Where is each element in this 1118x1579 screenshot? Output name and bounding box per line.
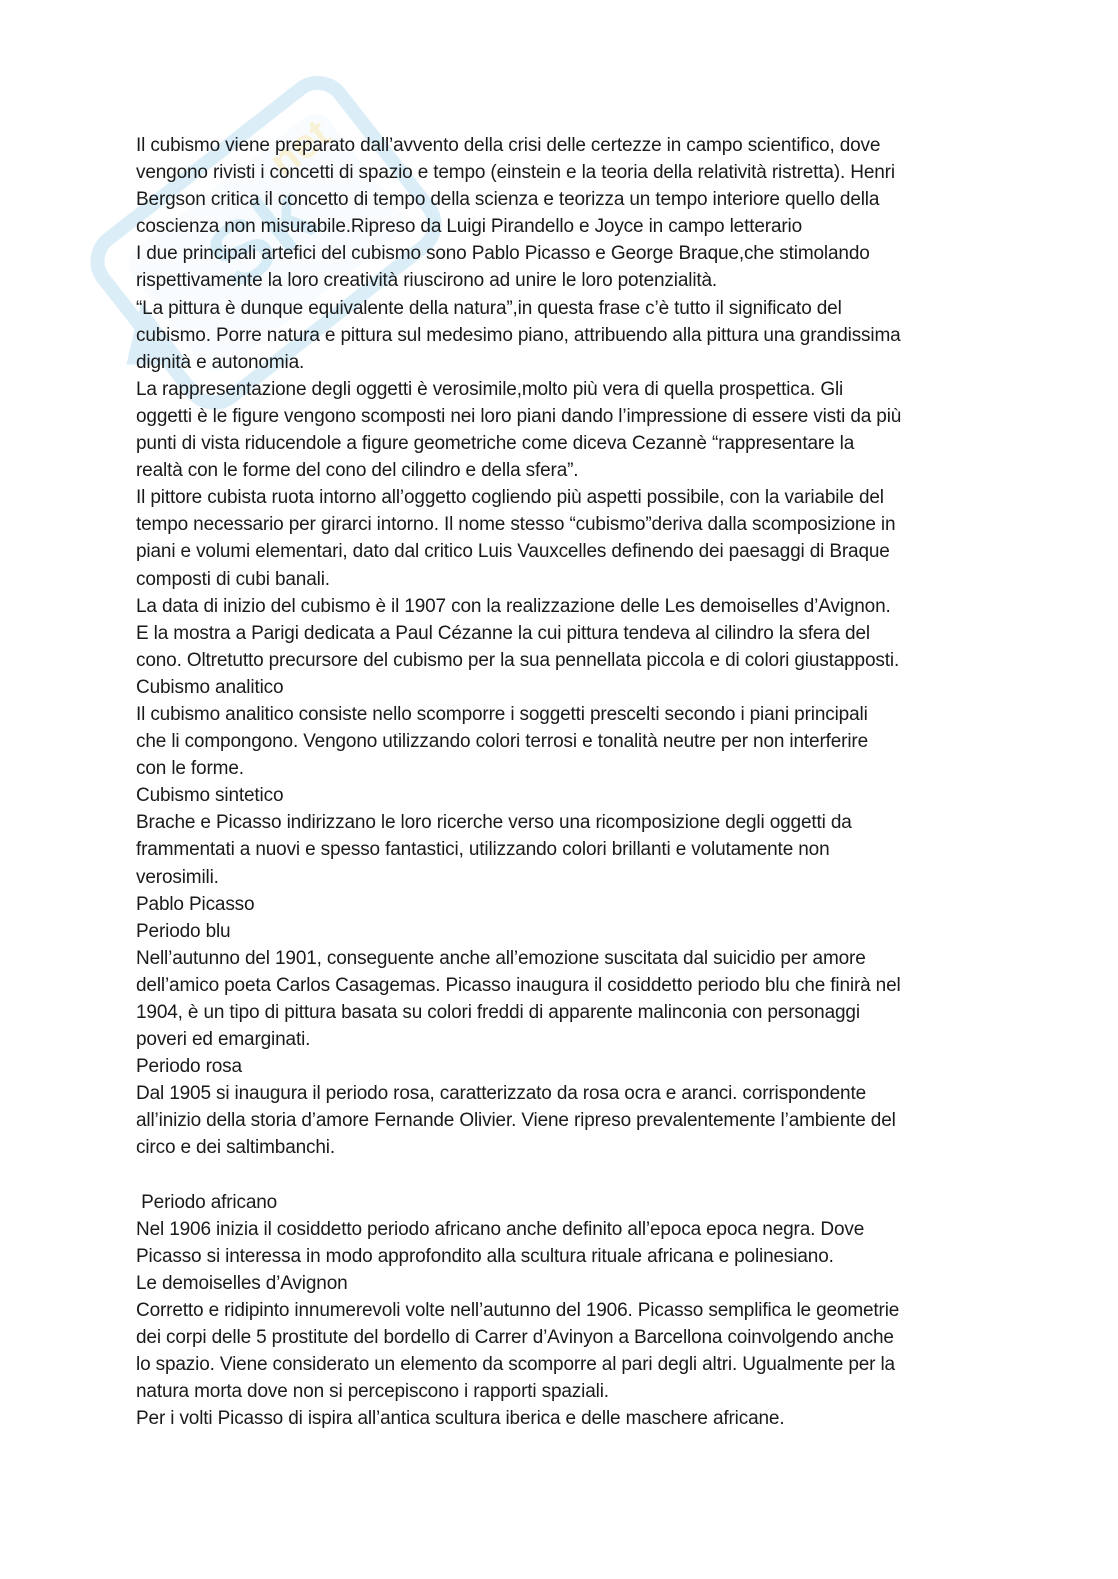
text-line: oggetti è le figure vengono scomposti nei loro piani dando l’impressione di essere visti da più (136, 405, 902, 427)
text-line: Dal 1905 si inaugura il periodo rosa, caratterizzato da rosa ocra e aranci. corrispondente (136, 1083, 867, 1105)
text-line: tempo necessario per girarci intorno. Il nome stesso “cubismo”deriva dalla scomposizione in (136, 514, 896, 536)
text-line: dei corpi delle 5 prostitute del bordello di Carrer d’Avinyon a Barcellona coinvolgendo anche (136, 1327, 894, 1349)
text-line: coscienza non misurabile.Ripreso da Luigi Pirandello e Joyce in campo letterario (136, 216, 803, 238)
text-line: all’inizio della storia d’amore Fernande Olivier. Viene ripreso prevalentemente l’ambiente del (136, 1110, 896, 1132)
text-line: 1904, è un tipo di pittura basata su colori freddi di apparente malinconia con personaggi (136, 1002, 860, 1023)
text-line: La data di inizio del cubismo è il 1907 con la realizzazione delle Les demoiselles d’Avignon. (136, 595, 891, 617)
text-line: “La pittura è dunque equivalente della natura”,in questa frase c’è tutto il significato del (136, 297, 842, 319)
text-line: Il pittore cubista ruota intorno all’oggetto cogliendo più aspetti possibile, con la variabile del (136, 487, 884, 509)
text-line: Pablo Picasso (136, 893, 255, 915)
text-line: Periodo blu (136, 920, 231, 942)
text-line: Cubismo sintetico (136, 785, 284, 807)
document-body (136, 132, 996, 1432)
text-line: Il cubismo analitico consiste nello scomporre i soggetti prescelti secondo i piani principali (136, 703, 868, 725)
text-line: Periodo rosa (136, 1056, 242, 1078)
text-line: Picasso si interessa in modo approfondito alla scultura rituale africana e polinesiano. (136, 1245, 834, 1267)
text-line: Il cubismo viene preparato dall’avvento della crisi delle certezze in campo scientifico, dove (136, 135, 881, 156)
text-line: lo spazio. Viene considerato un elemento da scomporre al pari degli altri. Ugualmente per la (136, 1354, 895, 1376)
text-line: E la mostra a Parigi dedicata a Paul Cézanne la cui pittura tendeva al cilindro la sfera del (136, 622, 870, 644)
text-line: Per i volti Picasso di ispira all’antica scultura iberica e delle maschere africane. (136, 1408, 785, 1430)
text-line: verosimili. (136, 866, 219, 888)
text-line: Nell’autunno del 1901, conseguente anche all’emozione suscitata dal suicidio per amore (136, 947, 866, 969)
text-line: dignità e autonomia. (136, 351, 305, 373)
text-line: composti di cubi banali. (136, 568, 330, 590)
text-line: punti di vista riducendole a figure geometriche come diceva Cezannè “rappresentare la (136, 433, 855, 455)
text-line: rispettivamente la loro creatività riuscirono ad unire le loro potenzialità. (136, 270, 718, 292)
text-line: La rappresentazione degli oggetti è verosimile,molto più vera di quella prospettica. Gli (136, 378, 844, 400)
text-line: cubismo. Porre natura e pittura sul medesimo piano, attribuendo alla pittura una grandissima (136, 324, 901, 346)
blank-line (136, 1162, 996, 1189)
text-line: Le demoiselles d’Avignon (136, 1272, 348, 1294)
text-line: vengono rivisti i concetti di spazio e tempo (einstein e la teoria della relatività ristretta). Henri (136, 162, 895, 184)
text-line: frammentati a nuovi e spesso fantastici, utilizzando colori brillanti e volutamente non (136, 839, 830, 861)
text-line: Cubismo analitico (136, 676, 284, 698)
text-line: Nel 1906 inizia il cosiddetto periodo africano anche definito all’epoca epoca negra. Dove (136, 1218, 865, 1240)
text-line: poveri ed emarginati. (136, 1029, 311, 1051)
text-line: realtà con le forme del cono del cilindro e della sfera”. (136, 460, 579, 482)
text-line: Periodo africano (136, 1191, 278, 1213)
text-line: Bergson critica il concetto di tempo della scienza e teorizza un tempo interiore quello della (136, 189, 880, 211)
text-line: circo e dei saltimbanchi. (136, 1137, 336, 1159)
text-line: piani e volumi elementari, dato dal critico Luis Vauxcelles definendo dei paesaggi di Braque (136, 541, 890, 563)
svg-text:net: net (260, 109, 339, 186)
text-line: che li compongono. Vengono utilizzando colori terrosi e tonalità neutre per non interferire (136, 731, 869, 753)
text-line: cono. Oltretutto precursore del cubismo per la sua pennellata piccola e di colori giustapposti. (136, 649, 900, 671)
text-line: Corretto e ridipinto innumerevoli volte nell’autunno del 1906. Picasso semplifica le geometrie (136, 1299, 900, 1321)
text-line: I due principali artefici del cubismo sono Pablo Picasso e George Braque,che stimolando (136, 243, 870, 265)
text-line: natura morta dove non si percepiscono i rapporti spaziali. (136, 1381, 609, 1403)
text-line: con le forme. (136, 758, 244, 780)
text-line: dell’amico poeta Carlos Casagemas. Picasso inaugura il cosiddetto periodo blu che finirà nel (136, 974, 901, 996)
svg-text:Sk: Sk (187, 163, 334, 309)
text-line: Brache e Picasso indirizzano le loro ricerche verso una ricomposizione degli oggetti da (136, 812, 852, 834)
